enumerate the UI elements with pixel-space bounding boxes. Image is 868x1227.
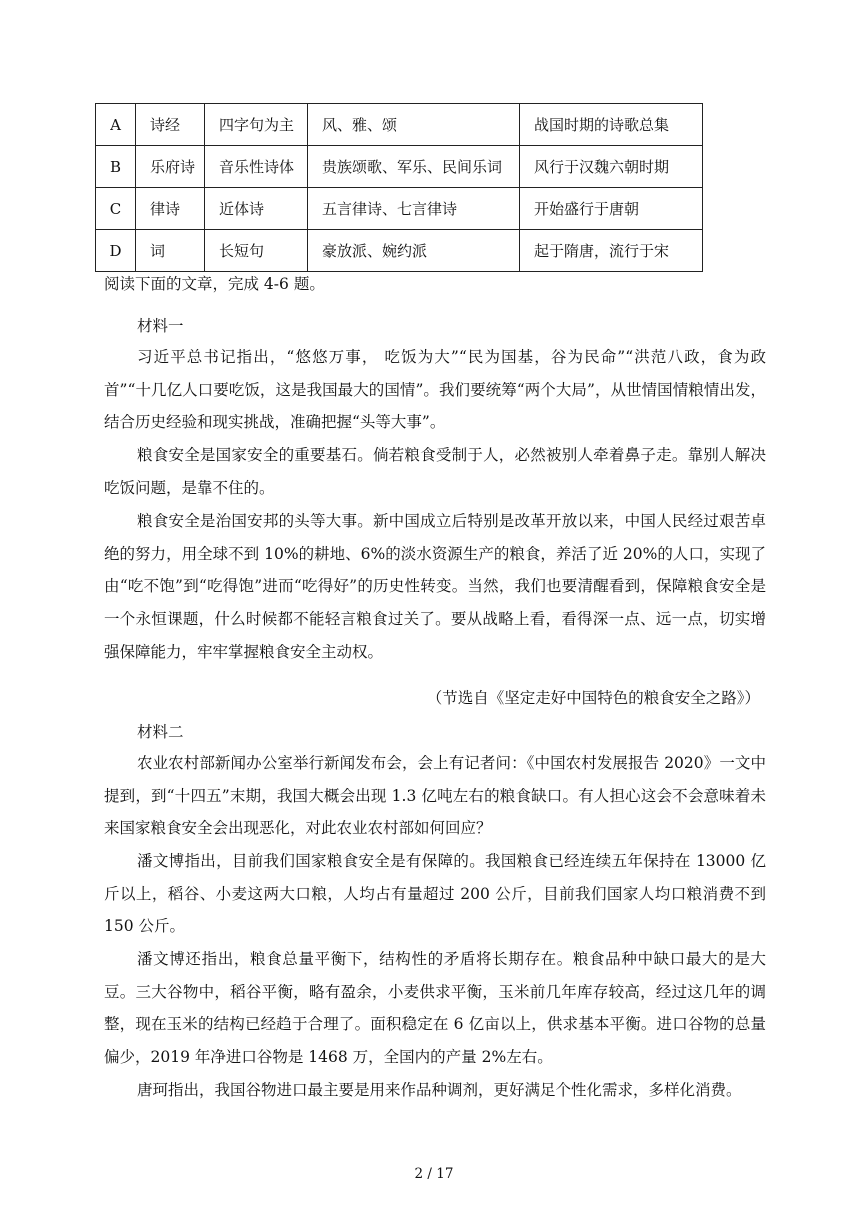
table-row (96, 188, 703, 230)
option-letter: B (96, 146, 136, 188)
genre-form: 近体诗 (205, 188, 308, 230)
material-two-paragraph: 潘文博还指出，粮食总量平衡下，结构性的矛盾将长期存在。粮食品种中缺口最大的是大豆。三大谷物中，稻谷平衡，略有盈余，小麦供求平衡，玉米前几年库存较高，经过这几年的调整，现在玉米的结构已经趋于合理了。面积稳定在 6 亿亩以上，供求基本平衡。进口谷物的总量偏少，2019 年净进口谷物是 1468 万，全国内的产量 2%左右。 (104, 950, 766, 1067)
material-one-paragraph: 粮食安全是国家安全的重要基石。倘若粮食受制于人，必然被别人牵着鼻子走。靠别人解决吃饭问题，是靠不住的。 (104, 446, 766, 497)
table-row (96, 104, 703, 146)
material-one-paragraph: 习近平总书记指出，“悠悠万事， 吃饭为大”“民为国基，谷为民命”“洪范八政，食为政首”“十几亿人口要吃饭，这是我国最大的国情”。我们要统筹“两个大局”，从世情国情粮情出发，结合历史经验和现实挑战，准确把握“头等大事”。 (104, 348, 766, 432)
option-letter: A (96, 104, 136, 146)
option-letter: C (96, 188, 136, 230)
genre-types: 五言律诗、七言律诗 (308, 188, 520, 230)
genre-types: 豪放派、婉约派 (308, 230, 520, 272)
genre-types: 风、雅、颂 (308, 104, 520, 146)
genre-form: 长短句 (205, 230, 308, 272)
genre-name: 诗经 (136, 104, 205, 146)
genre-form: 四字句为主 (205, 104, 308, 146)
material-two-paragraph: 潘文博指出，目前我们国家粮食安全是有保障的。我国粮食已经连续五年保持在 13000 亿斤以上，稻谷、小麦这两大口粮，人均占有量超过 200 公斤，目前我们国家人均口粮消费不到 150 公斤。 (104, 852, 766, 936)
page-number: 2 / 17 (414, 1166, 454, 1182)
option-letter: D (96, 230, 136, 272)
table-row (96, 146, 703, 188)
material-one-heading: 材料一 (137, 317, 184, 335)
table-row (96, 230, 703, 272)
material-two-paragraph: 农业农村部新闻办公室举行新闻发布会，会上有记者问：《中国农村发展报告 2020》一文中提到，到“十四五”末期，我国大概会出现 1.3 亿吨左右的粮食缺口。有人担心这会不会意味着未来国家粮食安全会出现恶化，对此农业农村部如何回应？ (104, 754, 766, 838)
genre-name: 乐府诗 (136, 146, 205, 188)
genre-note: 风行于汉魏六朝时期 (520, 146, 703, 188)
genre-note: 起于隋唐，流行于宋 (520, 230, 703, 272)
material-two-paragraph: 唐珂指出，我国谷物进口最主要是用来作品种调剂，更好满足个性化需求，多样化消费。 (137, 1081, 742, 1099)
material-one-source: （节选自《坚定走好中国特色的粮食安全之路》） (426, 689, 760, 707)
genre-name: 词 (136, 230, 205, 272)
genre-form: 音乐性诗体 (205, 146, 308, 188)
genre-note: 开始盛行于唐朝 (520, 188, 703, 230)
genre-name: 律诗 (136, 188, 205, 230)
genre-note: 战国时期的诗歌总集 (520, 104, 703, 146)
material-one-paragraph: 粮食安全是治国安邦的头等大事。新中国成立后特别是改革开放以来，中国人民经过艰苦卓绝的努力，用全球不到 10%的耕地、6%的淡水资源生产的粮食，养活了近 20%的人口，实现了由“吃不饱”到“吃得饱”进而“吃得好”的历史性转变。当然，我们也要清醒看到，保障粮食安全是一个永恒课题，什么时候都不能轻言粮食过关了。要从战略上看，看得深一点、远一点，切实增强保障能力，牢牢掌握粮食安全主动权。 (104, 512, 766, 661)
genre-types: 贵族颂歌、军乐、民间乐词 (308, 146, 520, 188)
reading-instruction: 阅读下面的文章，完成 4-6 题。 (104, 275, 325, 293)
options-table (95, 103, 703, 272)
material-two-heading: 材料二 (137, 723, 184, 741)
